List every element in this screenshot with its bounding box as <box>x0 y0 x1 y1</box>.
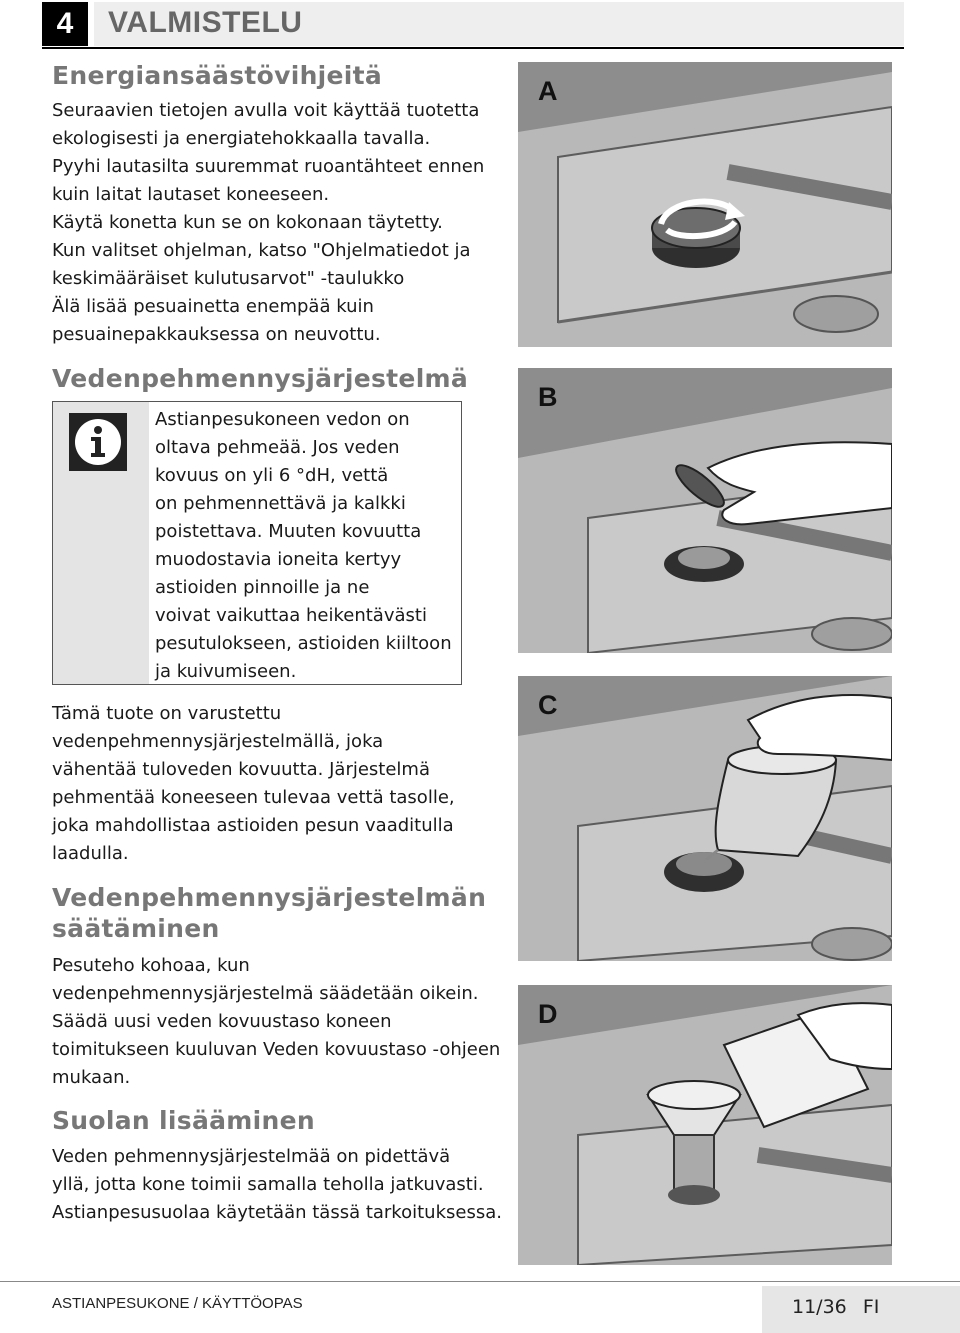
text-line: muodostavia ioneita kertyy <box>155 549 402 570</box>
text-line: Seuraavien tietojen avulla voit käyttää tuotetta <box>52 100 480 121</box>
header-rule <box>42 47 904 49</box>
text-line: Pesuteho kohoaa, kun <box>52 955 250 976</box>
adjust-heading-line1: Vedenpehmennysjärjestelmän <box>52 883 487 912</box>
energy-text <box>52 97 504 349</box>
text-line: voivat vaikuttaa heikentävästi <box>155 605 427 626</box>
salt-text <box>52 1143 504 1227</box>
text-line: ekologisesti ja energiatehokkaalla tavalla. <box>52 128 431 149</box>
text-line: joka mahdollistaa astioiden pesun vaaditulla <box>52 815 454 836</box>
info-box <box>52 401 462 685</box>
figure-label: D <box>538 999 558 1029</box>
figure-c <box>518 676 892 961</box>
figure-label: C <box>538 690 558 720</box>
text-line: yllä, jotta kone toimii samalla teholla jatkuvasti. <box>52 1174 484 1195</box>
energy-heading: Energiansäästövihjeitä <box>52 61 383 90</box>
text-line: poistettava. Muuten kovuutta <box>155 521 422 542</box>
page-number: 11/36 <box>792 1296 847 1318</box>
remove-cap-icon <box>668 428 892 542</box>
text-line: vedenpehmennysjärjestelmä säädetään oikein. <box>52 983 479 1004</box>
text-line: kuin laitat lautaset koneeseen. <box>52 184 330 205</box>
adjust-heading <box>52 882 486 944</box>
text-line: pesutulokseen, astioiden kiiltoon <box>155 633 452 654</box>
text-line: Astianpesukoneen vedon on <box>155 409 410 430</box>
language-code: FI <box>862 1296 880 1318</box>
figure-d <box>518 985 892 1265</box>
page-indicator <box>792 1296 879 1318</box>
figure-b <box>518 368 892 653</box>
figure-label: A <box>538 76 558 106</box>
text-line: vedenpehmennysjärjestelmällä, joka <box>52 731 384 752</box>
figure-a <box>518 62 892 347</box>
pour-water-icon <box>698 690 892 864</box>
pour-salt-icon <box>718 999 892 1133</box>
text-line: kovuus on yli 6 °dH, vettä <box>155 465 389 486</box>
text-line: ja kuivumiseen. <box>155 661 297 682</box>
text-line: on pehmennettävä ja kalkki <box>155 493 406 514</box>
text-line: oltava pehmeää. Jos veden <box>155 437 400 458</box>
text-line: astioiden pinnoille ja ne <box>155 577 370 598</box>
text-line: keskimääräiset kulutusarvot" -taulukko <box>52 268 405 289</box>
info-text <box>155 406 452 686</box>
text-line: Astianpesusuolaa käytetään tässä tarkoituksessa. <box>52 1202 502 1223</box>
salt-heading: Suolan lisääminen <box>52 1106 315 1135</box>
text-line: Säädä uusi veden kovuustaso koneen <box>52 1011 392 1032</box>
chapter-number: 4 <box>42 2 88 46</box>
text-line: Käytä konetta kun se on kokonaan täytetty. <box>52 212 443 233</box>
adjust-text <box>52 952 504 1092</box>
text-line: vähentää tuloveden kovuutta. Järjestelmä <box>52 759 430 780</box>
text-line: Pyyhi lautasilta suuremmat ruoantähteet ennen <box>52 156 485 177</box>
softener-heading: Vedenpehmennysjärjestelmä <box>52 364 469 393</box>
text-line: toimitukseen kuuluvan Veden kovuustaso -ohjeen <box>52 1039 501 1060</box>
softener-text <box>52 700 504 868</box>
adjust-heading-line2: säätäminen <box>52 914 220 943</box>
text-line: pesuainepakkauksessa on neuvottu. <box>52 324 381 345</box>
text-line: Tämä tuote on varustettu <box>52 703 282 724</box>
text-line: Kun valitset ohjelman, katso "Ohjelmatiedot ja <box>52 240 471 261</box>
text-line: Veden pehmennysjärjestelmää on pidettävä <box>52 1146 451 1167</box>
figure-label: B <box>538 382 558 412</box>
text-line: mukaan. <box>52 1067 131 1088</box>
chapter-title: VALMISTELU <box>108 6 303 39</box>
chapter-header <box>42 2 904 46</box>
text-line: Älä lisää pesuainetta enempää kuin <box>52 296 374 317</box>
text-line: pehmentää koneeseen tulevaa vettä tasolle, <box>52 787 455 808</box>
footer-rule <box>0 1281 960 1282</box>
text-line: laadulla. <box>52 843 129 864</box>
rotate-cap-icon <box>653 192 748 246</box>
info-icon <box>69 413 127 471</box>
manual-title: ASTIANPESUKONE / KÄYTTÖOPAS <box>52 1295 303 1312</box>
